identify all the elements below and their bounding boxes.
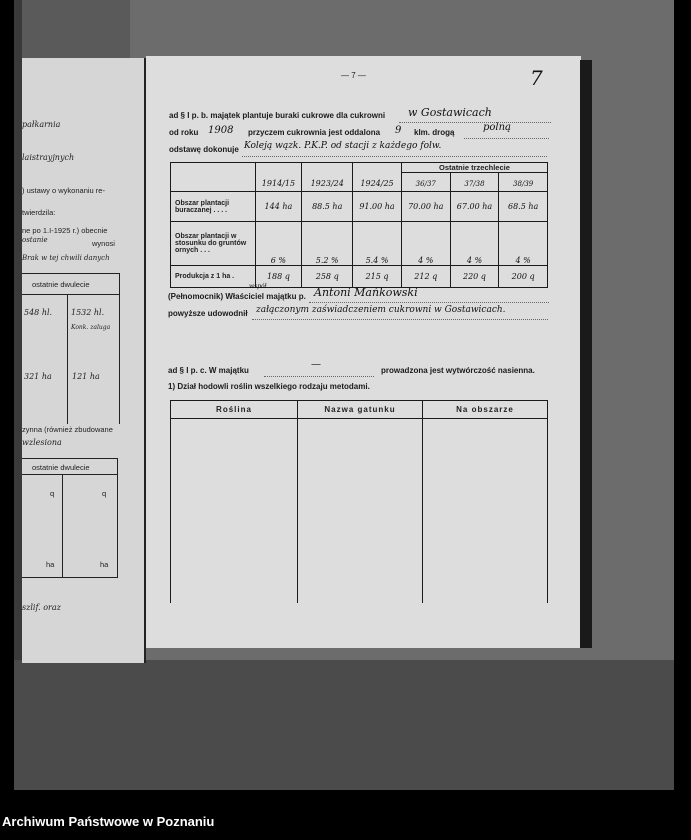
delivery-method: Koleją wązk. P.K.P. od stacji z każdego folw. [244, 141, 442, 151]
year-header: 1924/25 [360, 179, 394, 188]
year-header: 37/38 [464, 180, 485, 188]
left-table-note: Konk. zaluga [71, 324, 111, 331]
owner-co-note: współ [249, 283, 267, 290]
cell-value: 220 q [462, 272, 486, 281]
cell-value: 88.5 ha [312, 202, 343, 211]
left-table-unit: ha [46, 560, 55, 569]
cell-value: 91.00 ha [359, 202, 395, 211]
sugar-beet-table [170, 162, 548, 288]
left-table-unit: q [102, 489, 107, 498]
left-text-line: ne po 1.I-1925 r.) obecnie [22, 226, 108, 235]
cell-value: 5.2 % [315, 256, 339, 265]
left-hand-line: szlif. oraz [22, 603, 61, 612]
row-label: Obszar plantacji buraczanej . . . . [175, 199, 230, 214]
cell-value: 70.00 ha [408, 202, 444, 211]
seed-production-label: ad § I p. c. W majątku [168, 366, 249, 375]
cell-value: 215 q [365, 272, 389, 281]
left-table-2 [22, 458, 118, 578]
year-header: 1914/15 [261, 179, 296, 188]
archive-credit: Archiwum Państwowe w Poznaniu [2, 814, 215, 829]
left-hand-line: ostanie [22, 236, 48, 244]
left-page [22, 58, 146, 663]
page-number-handwritten: 7 [530, 66, 543, 90]
proof-label: powyższe udowodnił [168, 309, 248, 318]
sugar-factory-name: w Gostawicach [408, 106, 492, 119]
seed-production-suffix: prowadzona jest wytwórczość nasienna. [381, 366, 535, 375]
cell-value: 188 q [266, 272, 290, 281]
owner-name: Antoni Mańkowski [314, 286, 418, 299]
proof-text: załączonym zaświadczeniem cukrowni w Gostawicach. [256, 305, 506, 315]
cell-value: 4 % [466, 256, 483, 265]
cell-value: 200 q [511, 272, 535, 281]
left-hand-line: wzlesiona [22, 438, 62, 447]
left-hand-line: Brak w tej chwili danych [22, 254, 110, 262]
table-row [171, 419, 548, 603]
left-hand-line: pałkarnia [22, 120, 61, 129]
left-text-line: twierdzila: [22, 208, 56, 217]
owner-label: (Pełnomocnik) Właściciel majątku p. [168, 292, 306, 301]
cell-value: 5.4 % [365, 256, 389, 265]
left-text-line: wynosi [92, 239, 115, 248]
breeding-section-label: 1) Dział hodowli roślin wszelkiego rodzaju metodami. [168, 382, 370, 391]
plantation-label: ad § I p. b. majątek plantuje buraki cukrowe dla cukrowni [169, 111, 386, 120]
year-header: 1923/24 [310, 179, 344, 188]
cell-value: 258 q [315, 272, 339, 281]
left-table-value: 121 ha [72, 372, 100, 381]
left-table-header: ostatnie dwulecie [32, 280, 90, 289]
document-page [146, 56, 581, 648]
column-header: Na obszarze [456, 405, 514, 414]
year-header: 38/39 [513, 180, 534, 188]
left-table-value: 548 hl. [24, 308, 53, 317]
since-year-label: od roku [169, 128, 199, 137]
table-row [171, 192, 548, 222]
since-year: 1908 [208, 125, 234, 136]
seed-production-value: — [311, 359, 321, 370]
left-table [22, 273, 120, 424]
year-header: 36/37 [415, 180, 436, 188]
left-table-header: ostatnie dwulecie [32, 463, 90, 472]
cell-value: 212 q [414, 272, 438, 281]
table-row [171, 266, 548, 288]
left-table-value: 321 ha [24, 372, 52, 381]
row-label: Obszar plantacji w stosunku do gruntów ornych . . . [175, 233, 247, 254]
cell-value: 144 ha [264, 202, 293, 211]
delivery-label: odstawę dokonuje [169, 145, 239, 154]
scanner-strip [22, 0, 130, 60]
left-table-unit: ha [100, 560, 109, 569]
table-row [171, 222, 548, 266]
road-type: polną [483, 122, 512, 133]
cell-value: 6 % [270, 256, 287, 265]
cell-value: 4 % [515, 256, 531, 265]
left-table-unit: q [50, 489, 55, 498]
distance-label: przyczem cukrownia jest oddalona [248, 128, 381, 137]
scanner-bottom [14, 660, 674, 790]
left-text-line: zynna (również zbudowane [22, 425, 113, 434]
distance-value: 9 [395, 125, 402, 136]
row-label: Produkcja z 1 ha . [175, 273, 235, 280]
last-three-years-header: Ostatnie trzechlecie [439, 163, 510, 172]
cell-value: 4 % [418, 256, 434, 265]
seed-table [170, 400, 548, 603]
cell-value: 68.5 ha [508, 202, 539, 211]
column-header: Roślina [216, 405, 252, 414]
column-header: Nazwa gatunku [324, 405, 396, 414]
page-edge [580, 60, 592, 648]
page-number: — 7 — [341, 71, 366, 80]
cell-value: 67.00 ha [456, 202, 493, 211]
road-label: klm. drogą [414, 128, 455, 137]
left-text-line: ) ustawy o wykonaniu re- [22, 186, 105, 195]
left-table-value: 1532 hl. [71, 308, 105, 317]
left-hand-line: laistrayjnych [22, 153, 75, 162]
